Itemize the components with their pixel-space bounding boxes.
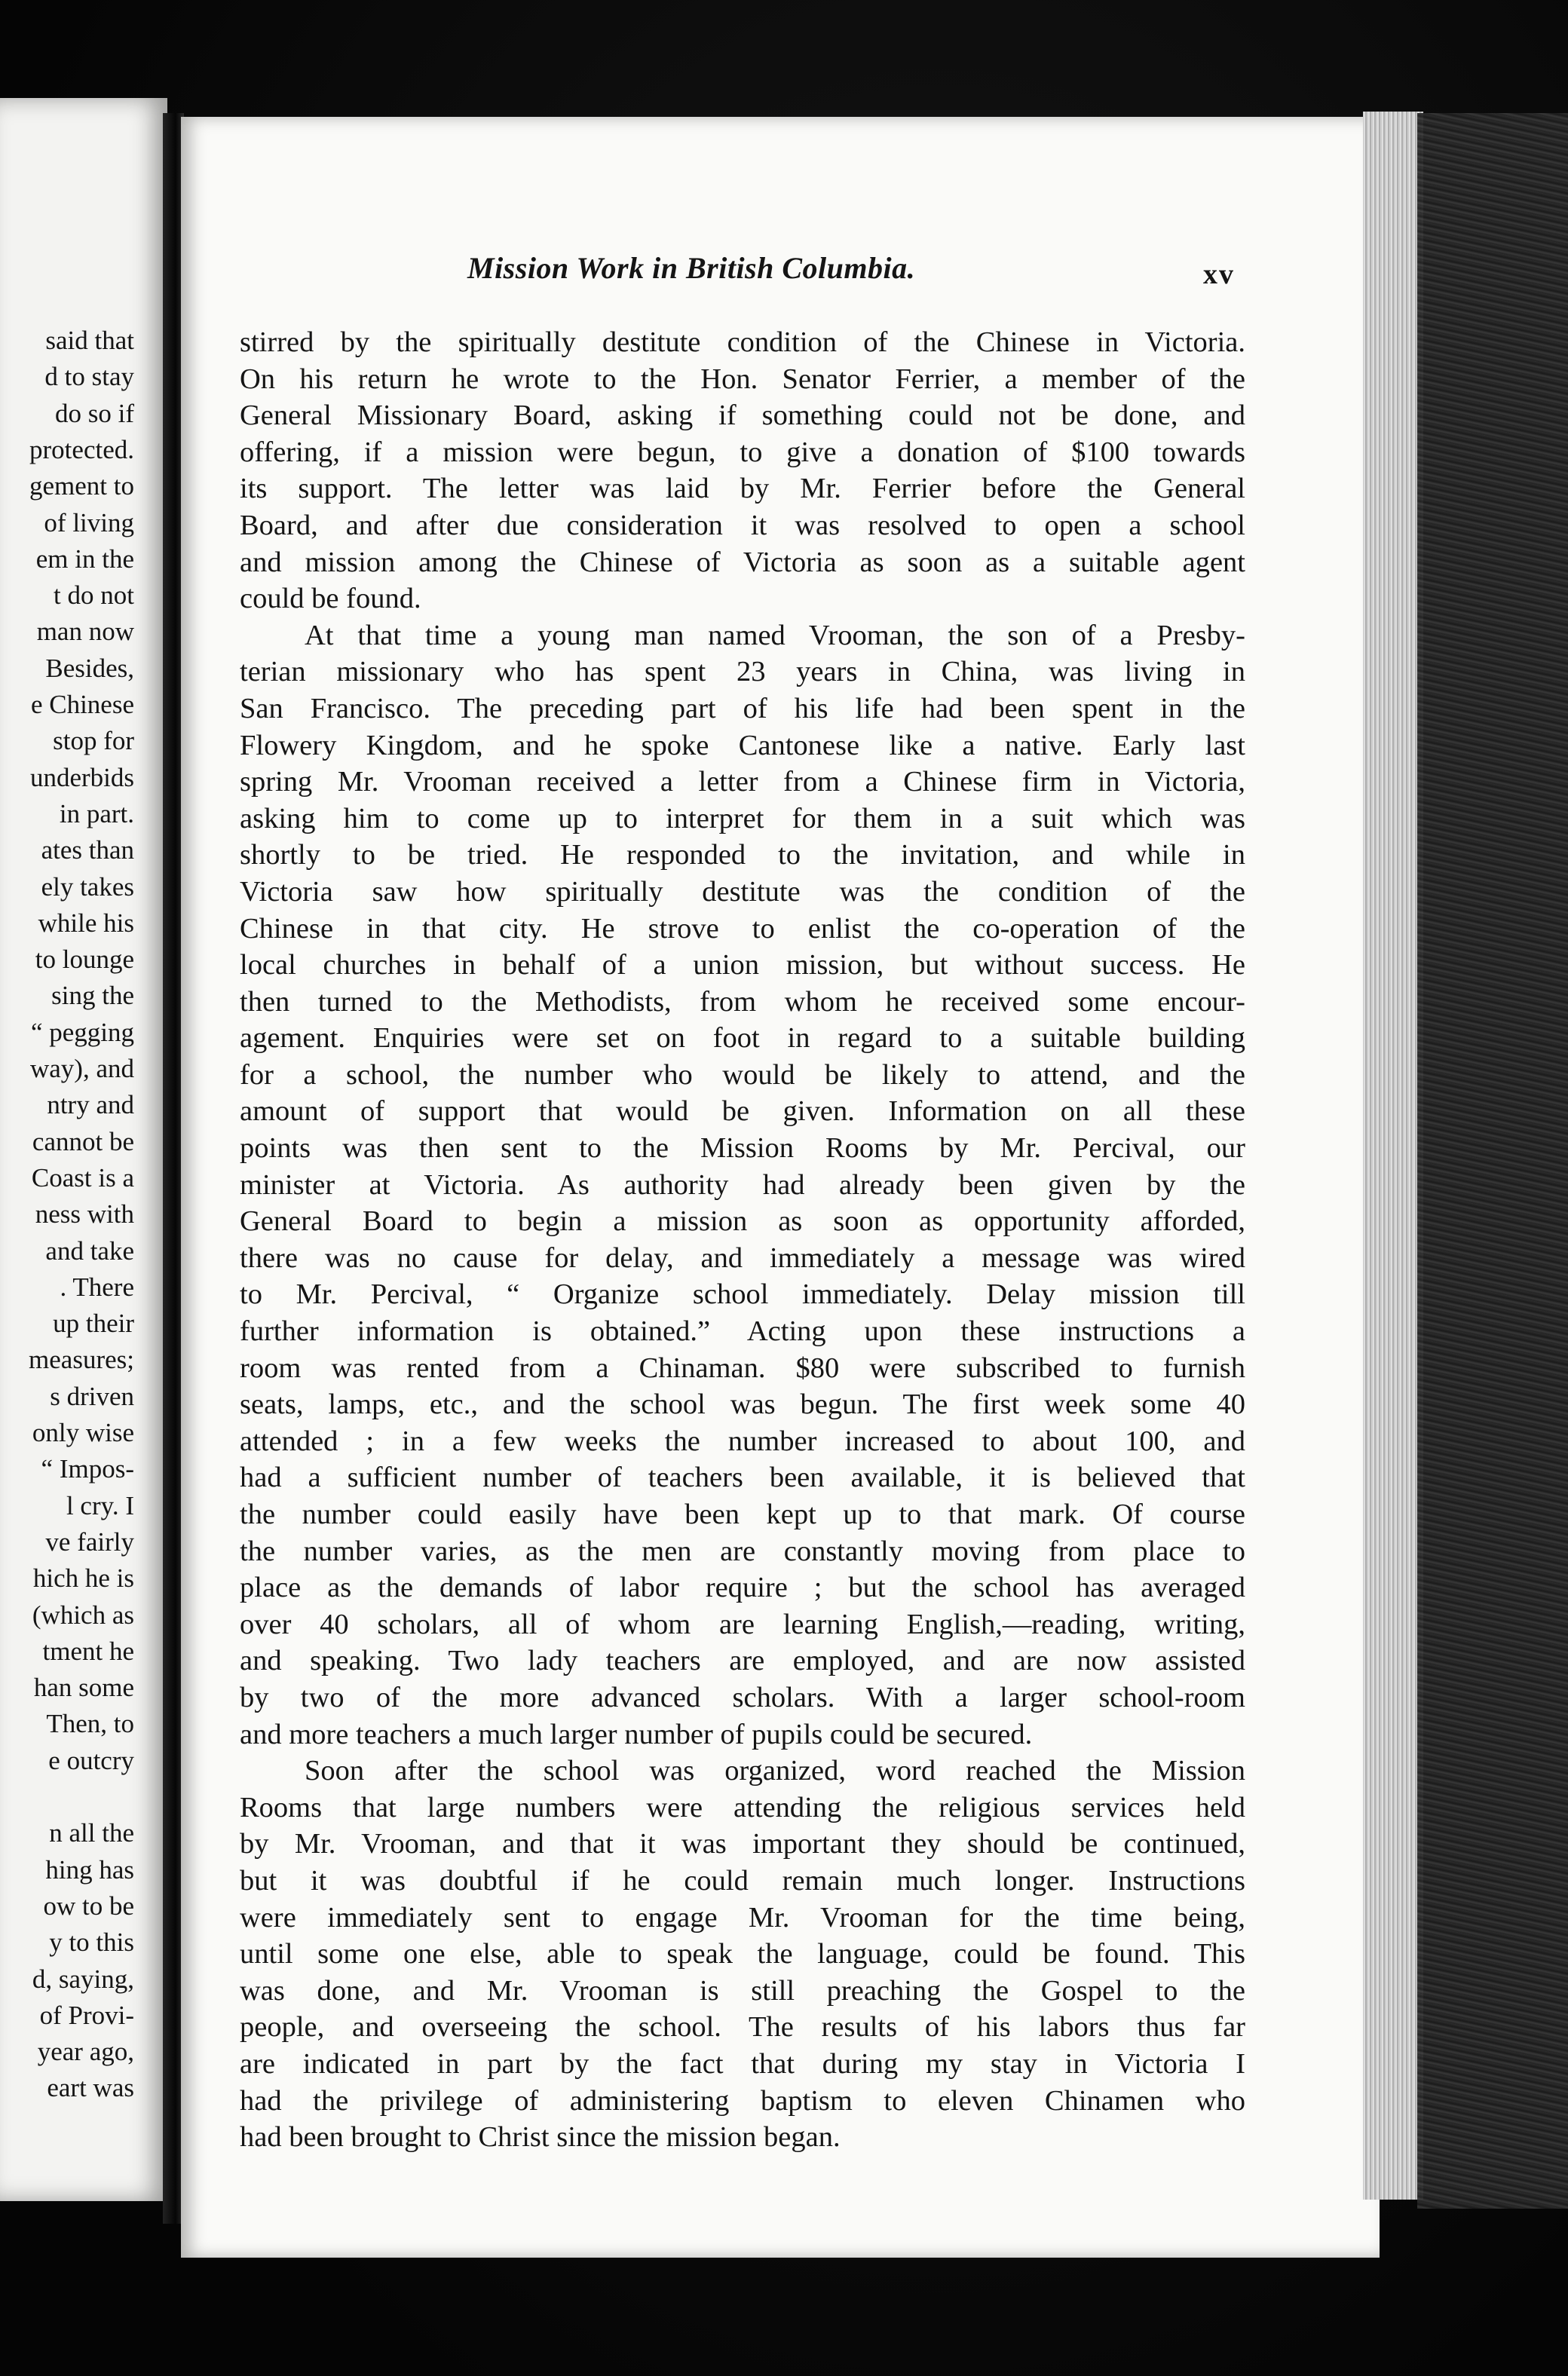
left-page-line: . There (60, 1272, 134, 1302)
left-page-line: s driven (50, 1381, 134, 1411)
text-line: over 40 scholars, all of whom are learning English,—reading, writing, (240, 1608, 1245, 1640)
text-line: there was no cause for delay, and immediately a message was wired (240, 1242, 1245, 1274)
left-page-line: and take (45, 1235, 134, 1266)
text-line: to Mr. Percival, “ Organize school immediately. Delay mission till (240, 1278, 1245, 1311)
left-page-line: tment he (42, 1636, 134, 1666)
page-edges (1363, 112, 1423, 2200)
left-page-line: han some (33, 1673, 134, 1703)
left-page-line: gement to (29, 471, 134, 501)
text-line: but it was doubtful if he could remain much longer. Instructions (240, 1864, 1245, 1897)
left-page-line: man now (36, 617, 134, 647)
left-page-line: ness with (35, 1199, 134, 1229)
text-line: San Francisco. The preceding part of his life had been spent in the (240, 692, 1245, 724)
text-line: Victoria saw how spiritually destitute was the condition of the (240, 875, 1245, 908)
text-line: was done, and Mr. Vrooman is still preaching the Gospel to the (240, 1974, 1245, 2007)
text-line: points was then sent to the Mission Rooms by Mr. Percival, our (240, 1132, 1245, 1165)
text-line: for a school, the number who would be likely to attend, and the (240, 1058, 1245, 1091)
text-line: its support. The letter was laid by Mr. Ferrier before the General (240, 473, 1245, 505)
text-line: seats, lamps, etc., and the school was begun. The first week some 40 (240, 1389, 1245, 1421)
left-page-line: ely takes (41, 871, 134, 902)
text-line: spring Mr. Vrooman received a letter from a Chinese firm in Victoria, (240, 766, 1245, 798)
text-line: Board, and after due consideration it was resolved to open a school (240, 509, 1245, 541)
text-line: are indicated in part by the fact that during my stay in Victoria I (240, 2047, 1245, 2080)
text-line: room was rented from a Chinaman. $80 were subscribed to furnish (240, 1352, 1245, 1384)
text-line: place as the demands of labor require ; but the school has averaged (240, 1572, 1245, 1604)
text-line: amount of support that would be given. Information on all these (240, 1095, 1245, 1128)
left-page-line: em in the (35, 543, 134, 574)
text-line: At that time a young man named Vrooman, the son of a Presby- (305, 619, 1245, 651)
left-page-line: sing the (51, 981, 134, 1011)
text-line: General Missionary Board, asking if something could not be done, and (240, 400, 1245, 432)
left-page-line: d to stay (44, 362, 134, 392)
text-line: stirred by the spiritually destitute condition of the Chinese in Victoria. (240, 326, 1245, 358)
text-line: people, and overseeing the school. The results of his labors thus far (240, 2011, 1245, 2044)
left-page-line: (which as (32, 1600, 134, 1630)
left-page-line: stop for (53, 726, 134, 756)
text-line: the number varies, as the men are constantly moving from place to (240, 1535, 1245, 1567)
text-line: attended ; in a few weeks the number increased to about 100, and (240, 1425, 1245, 1457)
text-line: had been brought to Christ since the mission began. (240, 2121, 841, 2154)
text-line: the number could easily have been kept up to that mark. Of course (240, 1499, 1245, 1530)
left-page-line: Then, to (46, 1709, 134, 1739)
left-page-line: ow to be (43, 1891, 134, 1921)
left-page-line: hich he is (32, 1563, 134, 1594)
left-page-line: underbids (29, 762, 134, 792)
text-line: Flowery Kingdom, and he spoke Cantonese like a native. Early last (240, 729, 1245, 761)
left-page-line: cannot be (32, 1126, 134, 1156)
text-line: Chinese in that city. He strove to enlist the co-operation of the (240, 912, 1245, 945)
left-page-line: Besides, (45, 653, 134, 683)
left-page-line: y to this (49, 1927, 134, 1958)
left-page-line: in part. (59, 798, 134, 828)
body-text (240, 324, 1245, 2156)
left-page-line: Coast is a (31, 1162, 134, 1193)
text-line: Soon after the school was organized, word reached the Mission (305, 1755, 1245, 1787)
left-page-line: t do not (54, 580, 134, 611)
left-page-line: “ Impos- (41, 1454, 134, 1484)
text-line: and more teachers a much larger number of pupils could be secured. (240, 1718, 1033, 1750)
left-page-line: eart was (47, 2073, 134, 2103)
left-page-line: year ago, (37, 2037, 134, 2067)
left-page-line: e outcry (48, 1745, 134, 1775)
left-page-line: ntry and (47, 1090, 134, 1120)
book-cover-edge (1417, 113, 1568, 2209)
text-line: were immediately sent to engage Mr. Vrooman for the time being, (240, 1901, 1245, 1934)
text-line: and speaking. Two lady teachers are employed, and are now assisted (240, 1645, 1245, 1677)
left-page-line: n all the (49, 1818, 134, 1848)
left-page-line: measures; (29, 1345, 134, 1375)
text-line: by two of the more advanced scholars. With a larger school-room (240, 1681, 1245, 1713)
text-line: and mission among the Chinese of Victoria as soon as a suitable agent (240, 546, 1245, 578)
text-line: asking him to come up to interpret for them in a suit which was (240, 802, 1245, 834)
left-page-line: hing has (45, 1854, 134, 1885)
text-line: shortly to be tried. He responded to the invitation, and while in (240, 839, 1245, 871)
left-facing-page (0, 98, 167, 2201)
left-page-line: l cry. I (66, 1490, 134, 1520)
left-page-line: only wise (32, 1418, 134, 1447)
left-page-line: said that (45, 326, 134, 355)
left-page-line: e Chinese (30, 690, 134, 719)
left-page-line: of Provi- (39, 2000, 134, 2030)
text-line: by Mr. Vrooman, and that it was important they should be continued, (240, 1828, 1245, 1860)
text-line: could be found. (240, 583, 421, 615)
left-page-line: protected. (29, 434, 134, 464)
text-line: On his return he wrote to the Hon. Senator Ferrier, a member of the (240, 363, 1245, 395)
left-page-line: do so if (55, 398, 134, 428)
text-line: local churches in behalf of a union mission, but without success. He (240, 949, 1245, 981)
left-page-line: of living (44, 507, 134, 537)
page-number: xv (1203, 259, 1235, 290)
left-page-line: ates than (41, 835, 134, 865)
text-line: terian missionary who has spent 23 years in China, was living in (240, 656, 1245, 688)
left-page-line: up their (53, 1309, 134, 1339)
left-page-line: way), and (29, 1054, 134, 1083)
left-page-line: d, saying, (32, 1964, 134, 1994)
left-page-line: “ pegging (30, 1017, 134, 1047)
text-line: had the privilege of administering baptism to eleven Chinamen who (240, 2084, 1245, 2117)
running-head: Mission Work in British Columbia. (467, 251, 916, 285)
text-line: Rooms that large numbers were attending the religious services held (240, 1791, 1245, 1823)
left-page-line: to lounge (35, 945, 134, 975)
left-page-line: while his (38, 908, 134, 938)
text-line: had a sufficient number of teachers been available, it is believed that (240, 1462, 1245, 1494)
text-line: until some one else, able to speak the language, could be found. This (240, 1938, 1245, 1970)
text-line: agement. Enquiries were set on foot in regard to a suitable building (240, 1022, 1245, 1055)
text-line: then turned to the Methodists, from whom he received some encour- (240, 985, 1245, 1018)
text-line: further information is obtained.” Acting upon these instructions a (240, 1315, 1245, 1348)
text-line: minister at Victoria. As authority had already been given by the (240, 1168, 1245, 1201)
left-page-line: ve fairly (45, 1526, 134, 1557)
text-line: General Board to begin a mission as soon as opportunity afforded, (240, 1205, 1245, 1238)
text-line: offering, if a mission were begun, to give a donation of $100 towards (240, 436, 1245, 468)
